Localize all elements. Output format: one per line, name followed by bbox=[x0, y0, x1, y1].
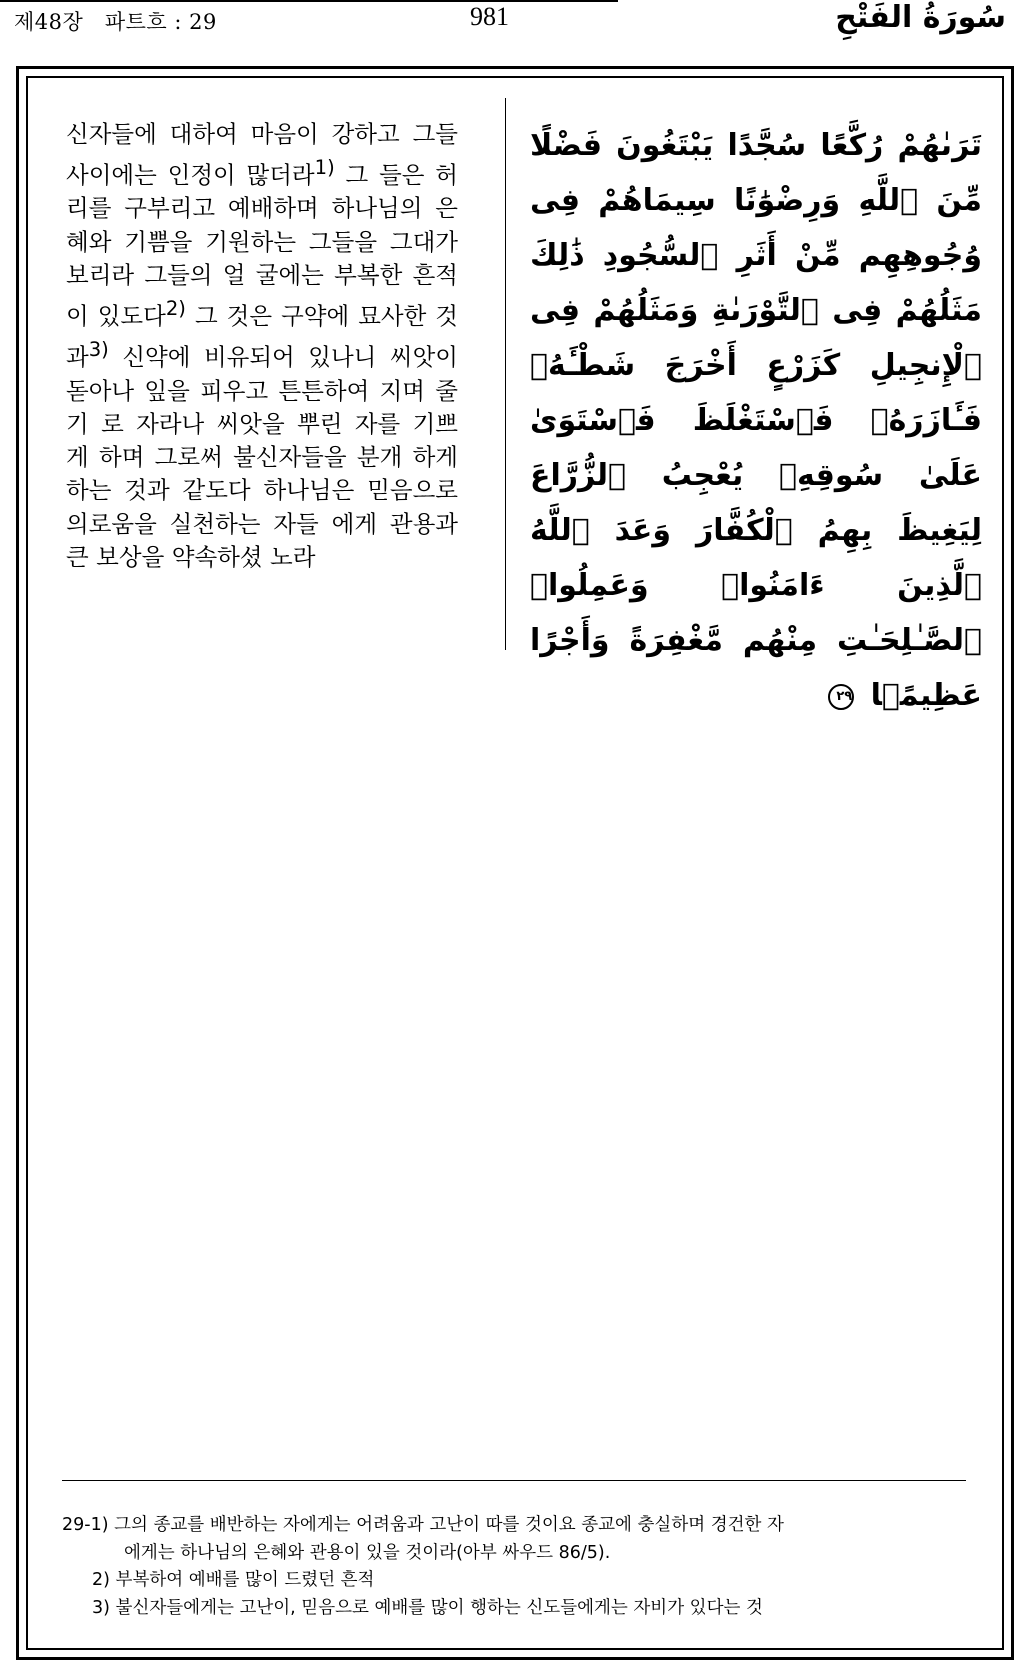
text-line: 비유되어 있나니 씨앗이 돋아나 bbox=[66, 343, 458, 405]
footnote-2-label: 2) bbox=[92, 1570, 110, 1590]
chapter-label: 제48장 bbox=[14, 10, 84, 34]
text-line: 하나님의 은혜와 기쁨을 기원하는 bbox=[66, 194, 458, 256]
footnote-ref-1: 1) bbox=[314, 156, 335, 180]
ayah-number-marker: ٢٩ bbox=[828, 684, 854, 710]
footnote-1-label: 29-1) bbox=[62, 1515, 109, 1535]
arabic-line: ٱلْإِنجِيلِ كَزَرْعٍ أَخْرَجَ شَطْـَٔهُۥ فَـَٔازَرَهُۥ فَٱسْتَغْلَظَ فَٱسْتَوَىٰ bbox=[530, 348, 982, 438]
footnote-1-text: 그의 종교를 배반하는 자에게는 어려움과 고난이 따를 것이요 종교에 충실하며 경건한 자 bbox=[114, 1515, 784, 1535]
text-line: 그들을 그대가 보리라 그들의 얼 bbox=[66, 227, 458, 290]
chapter-part-label bbox=[14, 6, 217, 36]
text-line: 들은 허리를 구부리고 예배하며 bbox=[66, 161, 458, 223]
page-header bbox=[0, 0, 1028, 52]
text-line: 그 bbox=[334, 161, 369, 190]
arabic-verse bbox=[530, 118, 982, 723]
footnotes bbox=[62, 1512, 972, 1622]
arabic-line: وُجُوهِهِم مِّنْ أَثَرِ ٱلسُّجُودِ ذَٰلِكَ مَثَلُهُمْ فِى ٱلتَّوْرَىٰةِ وَمَثَلُهُمْ فِى bbox=[530, 238, 982, 328]
footnote-1-continued: 에게는 하나님의 은혜와 관용이 있을 것이라(아부 싸우드 86/5). bbox=[124, 1542, 611, 1563]
text-line: 신자들에 대하여 마음이 강하고 bbox=[66, 120, 400, 148]
footnote-1 bbox=[62, 1512, 972, 1540]
arabic-line: ءَامَنُوا۟ وَعَمِلُوا۟ ٱلصَّـٰلِحَـٰتِ مِنْهُم مَّغْفِرَةً وَأَجْرًا عَظِيمًۢا bbox=[530, 568, 982, 713]
surah-title: سُورَةُ الفَتْحِ bbox=[835, 0, 1006, 35]
footnote-2 bbox=[62, 1567, 972, 1595]
text-line: 게 하며 그로써 불신자들을 분개 bbox=[66, 443, 403, 472]
text-line: 그 bbox=[185, 302, 218, 331]
footnote-3-label: 3) bbox=[92, 1597, 110, 1618]
text-line: 신약에 bbox=[108, 343, 191, 372]
arabic-line: تَرَىٰهُمْ رُكَّعًا سُجَّدًا يَبْتَغُونَ فَضْلًا مِّنَ ٱللَّهِ وَرِضْوَٰنًا سِيمَاهُمْ فِى bbox=[530, 128, 982, 218]
footnote-rule bbox=[62, 1480, 966, 1481]
text-line: 그들 사이에는 인정이 많더라 bbox=[66, 120, 458, 190]
footnote-3-text: 불신자들에게는 고난이, 믿음으로 예배를 많이 행하는 신도들에게는 자비가 있다는 것 bbox=[115, 1597, 763, 1618]
text-line: 에게 관용과 큰 보상을 약속하셨 bbox=[66, 509, 458, 572]
header-rule bbox=[0, 0, 618, 2]
footnote-ref-2: 2) bbox=[165, 297, 186, 321]
footnote-2-text: 부복하여 예배를 많이 드렸던 흔적 bbox=[115, 1570, 375, 1590]
part-label: 파트흐 : 29 bbox=[104, 10, 217, 34]
text-line: 것은 구약에 묘사한 것과 bbox=[66, 302, 459, 372]
text-line: 로 자라나 씨앗을 뿌린 자를 기쁘 bbox=[101, 409, 458, 438]
text-line: 노라 bbox=[270, 543, 316, 572]
text-line: 하게 하는 것과 같도다 하나님은 bbox=[66, 443, 458, 505]
text-line: 믿음으로 의로움을 실천하는 자들 bbox=[66, 476, 458, 538]
arabic-line: عَلَىٰ سُوقِهِۦ يُعْجِبُ ٱلزُّرَّاعَ لِيَغِيظَ بِهِمُ ٱلْكُفَّارَ وَعَدَ ٱللَّهُ ٱلَّذِينَ bbox=[530, 458, 982, 603]
page-number: 981 bbox=[470, 2, 509, 31]
text-line: 굴에는 부복한 흔적이 있도다 bbox=[66, 261, 458, 331]
column-divider bbox=[505, 98, 506, 650]
footnote-3 bbox=[62, 1595, 972, 1623]
footnote-ref-3: 3) bbox=[88, 338, 109, 362]
text-line: 잎을 피우고 튼튼하여 지며 줄기 bbox=[66, 376, 458, 438]
korean-translation bbox=[66, 118, 458, 574]
